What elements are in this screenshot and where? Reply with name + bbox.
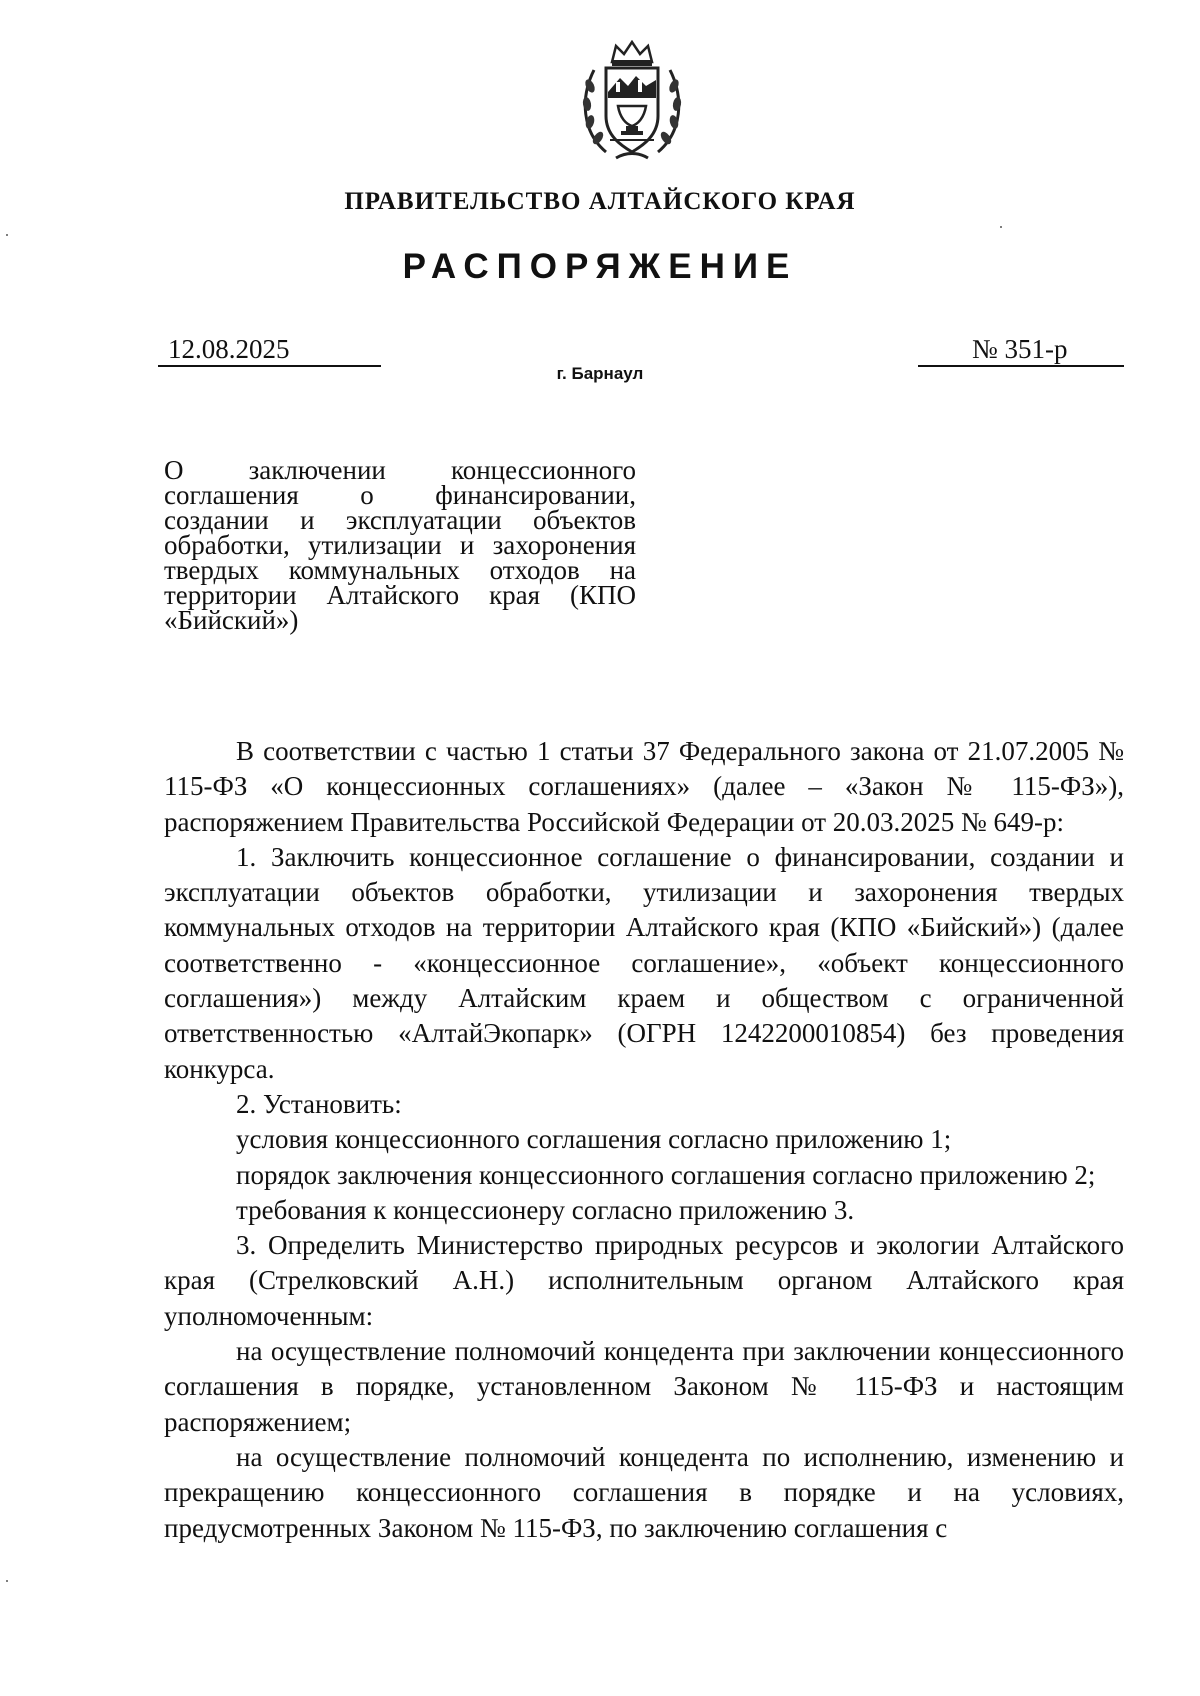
government-name: ПРАВИТЕЛЬСТВО АЛТАЙСКОГО КРАЯ (344, 188, 856, 215)
paragraph-item-2-b: порядок заключения концессионного соглашения согласно приложению 2; (236, 1159, 1096, 1190)
paragraph-item-3: 3. Определить Министерство природных ресурсов и экологии Алтайского края (Стрелковский А.Н.) исполнительным органом Алтайского края уполномоченным: (164, 1230, 1124, 1331)
paragraph-item-3-b: на осуществление полномочий концедента по исполнению, изменению и прекращению концессионного соглашения в порядке и на условиях, предусмотренных Законом № 115-ФЗ, по заключению соглашения с (164, 1441, 1124, 1543)
document-body (164, 734, 1124, 1546)
scan-speck (1000, 226, 1002, 228)
paragraph-item-2: 2. Установить: (236, 1088, 402, 1119)
paragraph-item-2-c: требования к концессионеру согласно приложению 3. (236, 1194, 855, 1225)
scan-speck (6, 234, 8, 236)
document-subject: О заключении концессионного соглашения о финансировании, создании и эксплуатации объектов обработки, утилизации и захоронения твердых коммунальных отходов на территории Алтайского края (КПО «Бийский») (164, 455, 636, 635)
paragraph-item-2-a: условия концессионного соглашения согласно приложению 1; (236, 1124, 952, 1155)
paragraph-item-3-a: на осуществление полномочий концедента при заключении концессионного соглашения в порядке, установленном Законом № 115-ФЗ и настоящим распоряжением; (164, 1336, 1124, 1437)
paragraph-item-1: 1. Заключить концессионное соглашение о финансировании, создании и эксплуатации объектов обработки, утилизации и захоронения твердых коммунальных отходов на территории Алтайского края (КПО «Бийский») (далее соответственно - «концессионное соглашение», «объект концессионного соглашения») между Алтайским краем и обществом с ограниченной ответственностью «АлтайЭкопарк» (ОГРН 1242200010854) без проведения конкурса. (164, 841, 1124, 1084)
document-date: 12.08.2025 (158, 333, 381, 367)
paragraph-preamble: В соответствии с частью 1 статьи 37 Федерального закона от 21.07.2005 № 115-ФЗ «О концессионных соглашениях» (далее – «Закон № 115-ФЗ»), распоряжением Правительства Российской Федерации от 20.03.2025 № 649-р: (164, 736, 1124, 837)
document-type: РАСПОРЯЖЕНИЕ (402, 247, 798, 286)
document-number: № 351-р (918, 333, 1124, 367)
coat-of-arms-icon (576, 40, 688, 164)
city-name: г. Барнаул (556, 364, 644, 383)
scan-speck (6, 1580, 8, 1582)
